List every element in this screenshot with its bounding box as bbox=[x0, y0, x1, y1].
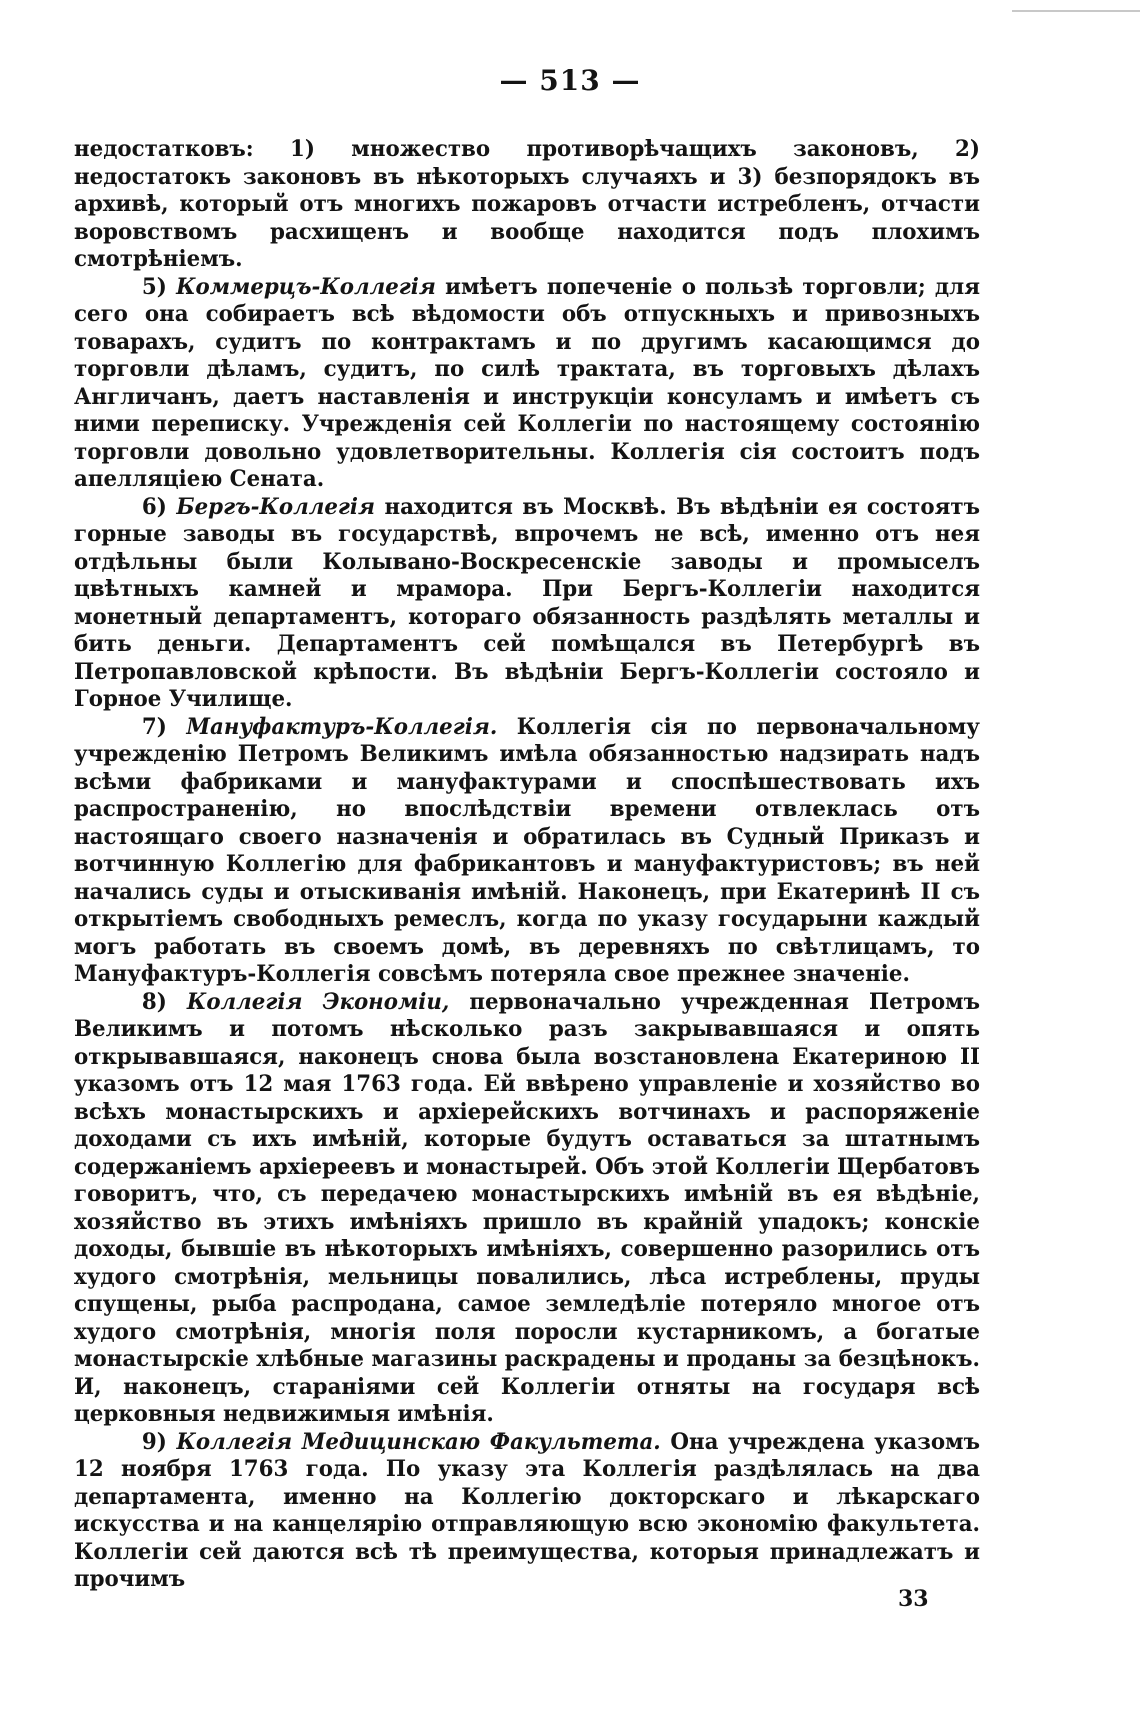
page-number: — 513 — bbox=[499, 64, 641, 97]
paragraph-term: Мануфактуръ-Коллегія. bbox=[186, 713, 498, 740]
paragraph-term: Коллегія Медицинскаю Факультета. bbox=[176, 1428, 661, 1455]
paragraph-continuation bbox=[74, 136, 980, 274]
body-text bbox=[74, 136, 980, 1594]
paragraph-text: недостатковъ: 1) множество противорѣчащихъ законовъ, 2) недостатокъ законовъ въ нѣкоторыхъ случаяхъ и 3) безпорядокъ въ архивѣ, который отъ многихъ пожаровъ отчасти истребленъ, отчасти воровствомъ расхищенъ и вообще находится подъ плохимъ смотрѣніемъ. bbox=[74, 136, 980, 272]
paragraph-number: 9) bbox=[141, 1428, 177, 1455]
paragraph-term: Коммерцъ-Коллегія bbox=[176, 273, 436, 300]
paragraph-manufactory-collegium bbox=[74, 714, 980, 989]
paragraph-number: 8) bbox=[141, 988, 187, 1015]
paragraph-berg-collegium bbox=[74, 494, 980, 714]
paragraph-number: 6) bbox=[141, 493, 177, 520]
paragraph-text: первоначально учрежденная Петромъ Великимъ и потомъ нѣсколько разъ закрывавшаяся и опять открывавшаяся, наконецъ снова была возстановлена Екатериною II указомъ отъ 12 мая 1763 года. Ей ввѣрено управленіе и хозяйство во всѣхъ монастырскихъ и архіерейскихъ вотчинахъ и распоряженіе доходами съ ихъ имѣній, которые будутъ оставаться за штатнымъ содержаніемъ архіереевъ и монастырей. Объ этой Коллегіи Щербатовъ говоритъ, что, съ передачею монастырскихъ имѣній въ ея вѣдѣніе, хозяйство въ этихъ имѣніяхъ пришло въ крайній упадокъ; конскіе доходы, бывшіе въ нѣкоторыхъ имѣніяхъ, совершенно разорились отъ худого смотрѣнія, мельницы повалились, лѣса истреблены, пруды спущены, рыба распродана, самое земледѣліе потеряло многое отъ худого смотрѣнія, многія поля поросли кустарникомъ, а богатые монастырскіе хлѣбные магазины раскрадены и проданы за безцѣнокъ. И, наконецъ, стараніями сей Коллегіи отняты на государя всѣ церковныя недвижимыя имѣнія. bbox=[74, 988, 980, 1427]
paragraph-text: Коллегія сія по первоначальному учрежденію Петромъ Великимъ имѣла обязанностью надзирать надъ всѣми фабриками и мануфактурами и споспѣшествовать ихъ распространенію, но впослѣдствіи времени отвлеклась отъ настоящаго своего назначенія и обратилась въ Судный Приказъ и вотчинную Коллегію для фабрикантовъ и мануфактуристовъ; въ ней начались суды и отыскиванія имѣній. Наконецъ, при Екатеринѣ II съ открытіемъ свободныхъ ремеслъ, когда по указу государыни каждый могъ работать въ своемъ домѣ, въ деревняхъ по свѣтлицамъ, то Мануфактуръ-Коллегія совсѣмъ потеряла свое прежнее значеніе. bbox=[74, 713, 980, 987]
top-edge-rule bbox=[1012, 10, 1140, 12]
paragraph-term: Бергъ-Коллегія bbox=[176, 493, 376, 520]
paragraph-text: имѣетъ попеченіе о пользѣ торговли; для сего она собираетъ всѣ вѣдомости объ отпускныхъ и привозныхъ товарахъ, судитъ по контрактамъ и по другимъ касающимся до торговли дѣламъ, судитъ, по силѣ трактата, въ торговыхъ дѣлахъ Англичанъ, даетъ наставленія и инструкціи консуламъ и имѣетъ съ ними переписку. Учрежденія сей Коллегіи по настоящему состоянію торговли довольно удовлетворительны. Коллегія сія состоитъ подъ апелляціею Сената. bbox=[74, 273, 980, 492]
paragraph-term: Коллегія Экономіи, bbox=[186, 988, 450, 1015]
paragraph-commerce-collegium bbox=[74, 274, 980, 494]
paragraph-number: 7) bbox=[141, 713, 187, 740]
signature-mark: 33 bbox=[898, 1586, 929, 1612]
paragraph-text: Она учреждена указомъ 12 ноября 1763 года. По указу эта Коллегія раздѣлялась на два департамента, именно на Коллегію докторскаго и лѣкарскаго искусства и на канцелярію отправляющую всю экономію факультета. Коллегіи сей даются всѣ тѣ преимущества, которыя принадлежатъ и прочимъ bbox=[74, 1428, 980, 1592]
paragraph-economy-collegium bbox=[74, 989, 980, 1429]
paragraph-number: 5) bbox=[141, 273, 177, 300]
paragraph-text: находится въ Москвѣ. Въ вѣдѣніи ея состоятъ горные заводы въ государствѣ, впрочемъ не всѣ, именно отъ нея отдѣльны были Колывано-Воскресенскіе заводы и промыселъ цвѣтныхъ камней и мрамора. При Бергъ-Коллегіи находится монетный департаментъ, котораго обязанность раздѣлять металлы и бить деньги. Департаментъ сей помѣщался въ Петербургѣ въ Петропавловской крѣпости. Въ вѣдѣніи Бергъ-Коллегіи состояло и Горное Училище. bbox=[74, 493, 980, 712]
paragraph-medical-collegium bbox=[74, 1429, 980, 1594]
